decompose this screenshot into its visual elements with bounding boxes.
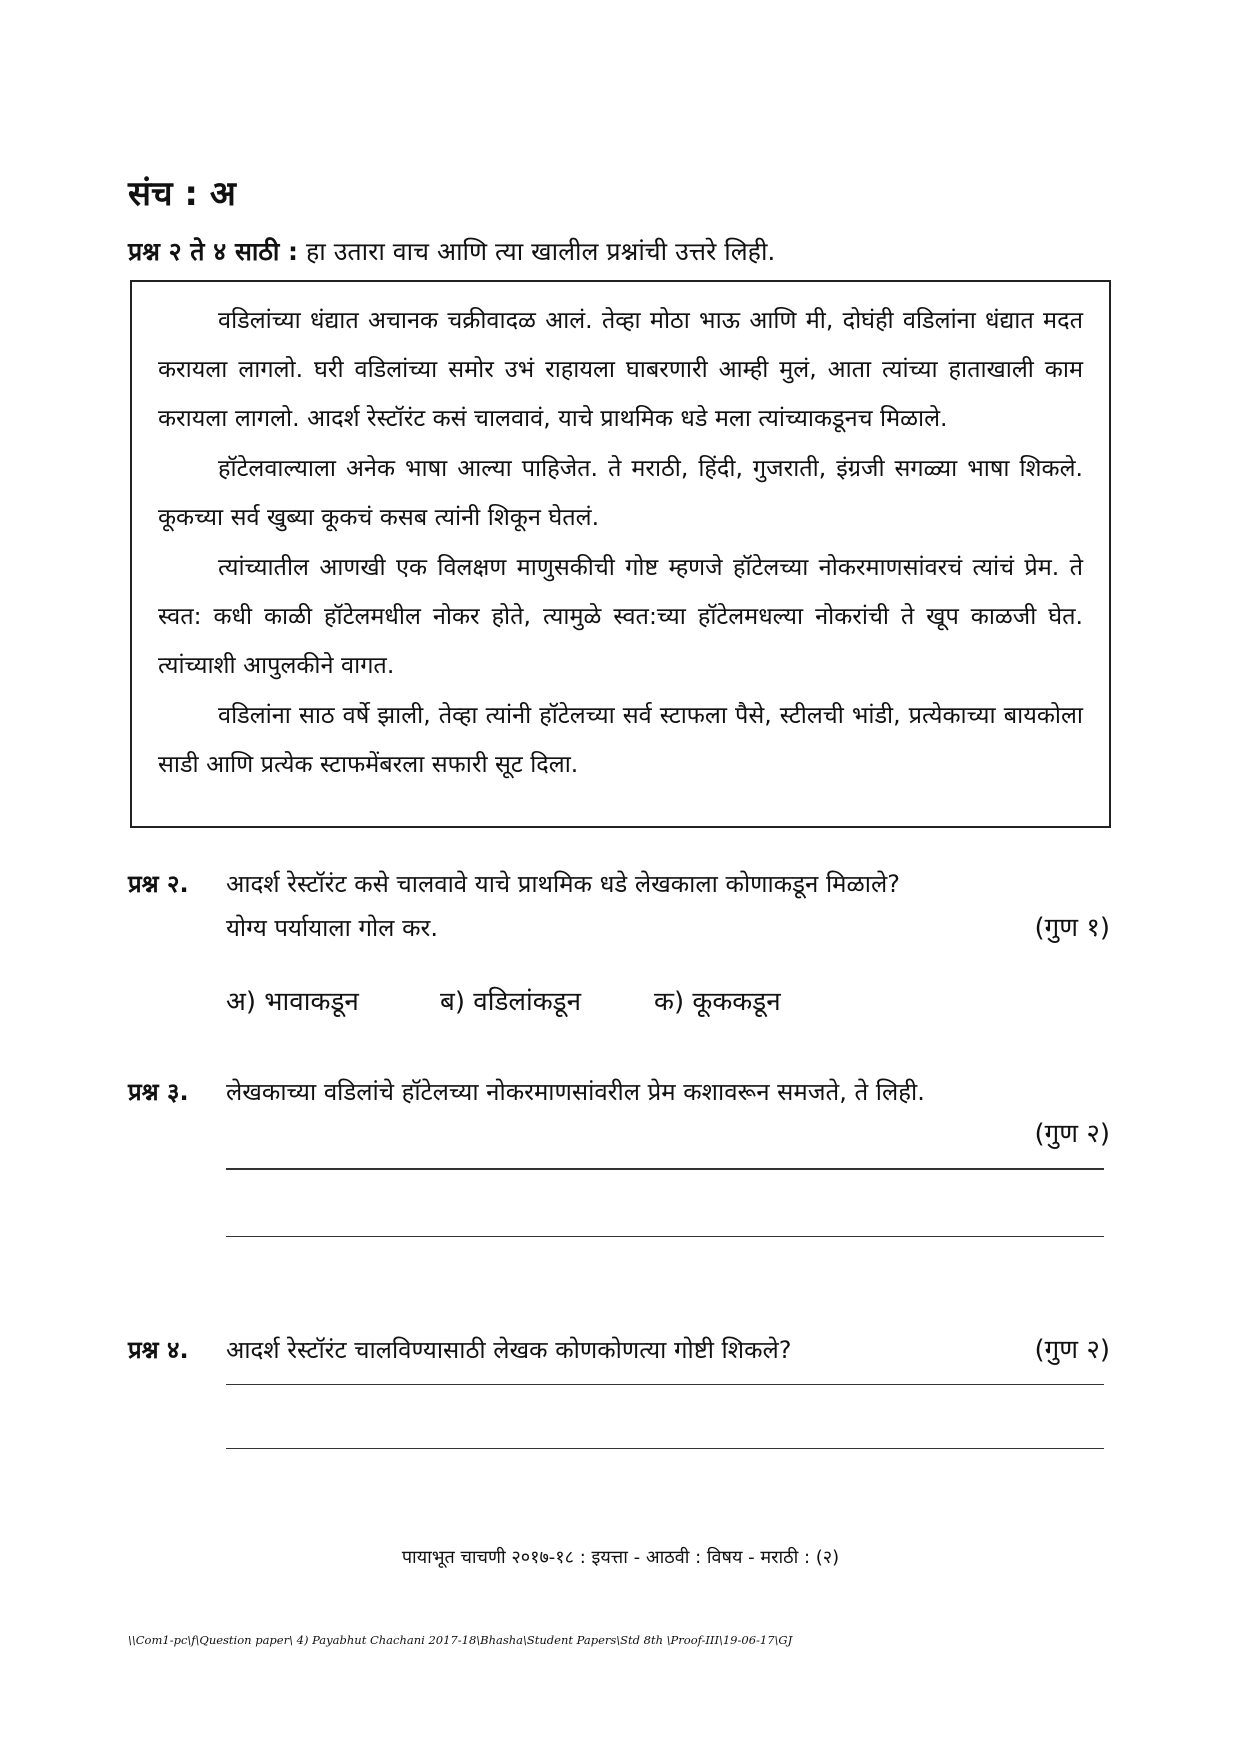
question-2 <box>128 862 1110 906</box>
question-4-marks: (गुण २) <box>1034 1335 1110 1365</box>
question-2-text: आदर्श रेस्टॉरंट कसे चालवावे याचे प्राथमिक धडे लेखकाला कोणाकडून मिळाले? <box>226 870 900 898</box>
question-2-instruction: योग्य पर्यायाला गोल कर. <box>226 914 438 942</box>
instruction-text: हा उतारा वाच आणि त्या खालील प्रश्नांची उत्तरे लिही. <box>306 237 776 266</box>
question-2-number: प्रश्न २. <box>128 870 189 898</box>
question-3-answer-line-1[interactable] <box>226 1168 1104 1170</box>
question-2-subline <box>128 906 1110 950</box>
passage-paragraph-2: हॉटेलवाल्याला अनेक भाषा आल्या पाहिजेत. ते मराठी, हिंदी, गुजराती, इंग्रजी सगळ्या भाषा शिकले. कूकच्या सर्व खुब्या कूकचं कसब त्यांनी शिकून घेतलं. <box>158 454 1083 531</box>
question-2-marks: (गुण १) <box>1034 913 1110 943</box>
option-b[interactable]: ब) वडिलांकडून <box>440 987 582 1017</box>
page-footer: पायाभूत चाचणी २०१७-१८ : इयत्ता - आठवी : विषय - मराठी : (२) <box>401 1547 840 1568</box>
question-4-answer-line-2[interactable] <box>226 1448 1104 1449</box>
instruction <box>128 232 1118 272</box>
question-3-number: प्रश्न ३. <box>128 1078 189 1106</box>
passage-paragraph-4: वडिलांना साठ वर्षे झाली, तेव्हा त्यांनी हॉटेलच्या सर्व स्टाफला पैसे, स्टीलची भांडी, प्रत्येकाच्या बायकोला साडी आणि प्रत्येक स्टाफमेंबरला सफारी सूट दिला. <box>158 701 1083 778</box>
option-c[interactable]: क) कूककडून <box>654 987 781 1017</box>
question-4-answer-line-1[interactable] <box>226 1384 1104 1385</box>
option-a[interactable]: अ) भावाकडून <box>226 987 359 1017</box>
instruction-lead: प्रश्न २ ते ४ साठी : <box>128 237 299 266</box>
question-4-number: प्रश्न ४. <box>128 1336 189 1364</box>
file-path: \\Com1-pc\f\Question paper\ 4) Payabhut Chachani 2017-18\Bhasha\Student Papers\Std 8th \Proof-III\19-06-17\GJ <box>128 1633 793 1647</box>
question-3-text: लेखकाच्या वडिलांचे हॉटेलच्या नोकरमाणसांवरील प्रेम कशावरून समजते, ते लिही. <box>226 1078 925 1106</box>
question-3-marks: (गुण २) <box>1034 1119 1110 1149</box>
question-2-options <box>226 980 781 1024</box>
passage-paragraph-3: त्यांच्यातील आणखी एक विलक्षण माणुसकीची गोष्ट म्हणजे हॉटेलच्या नोकरमाणसांवरचं त्यांचं प्रेम. ते स्वत: कधी काळी हॉटेलमधील नोकर होते, त्यामुळे स्वत:च्या हॉटेलमधल्या नोकरांची ते खूप काळजी घेत. त्यांच्याशी आपुलकीने वागत. <box>158 553 1083 679</box>
question-4-text: आदर्श रेस्टॉरंट चालविण्यासाठी लेखक कोणकोणत्या गोष्टी शिकले? <box>226 1336 792 1364</box>
question-4 <box>128 1328 1110 1372</box>
passage-box <box>130 280 1111 828</box>
set-title: संच : अ <box>128 174 236 214</box>
question-3 <box>128 1070 1110 1114</box>
question-3-answer-line-2[interactable] <box>226 1236 1104 1237</box>
question-3-marks-row <box>128 1112 1110 1156</box>
passage-paragraph-1: वडिलांच्या धंद्यात अचानक चक्रीवादळ आलं. तेव्हा मोठा भाऊ आणि मी, दोघंही वडिलांना धंद्यात मदत करायला लागलो. घरी वडिलांच्या समोर उभं राहायला घाबरणारी आम्ही मुलं, आता त्यांच्या हाताखाली काम करायला लागलो. आदर्श रेस्टॉरंट कसं चालवावं, याचे प्राथमिक धडे मला त्यांच्याकडूनच मिळाले. <box>158 306 1083 432</box>
